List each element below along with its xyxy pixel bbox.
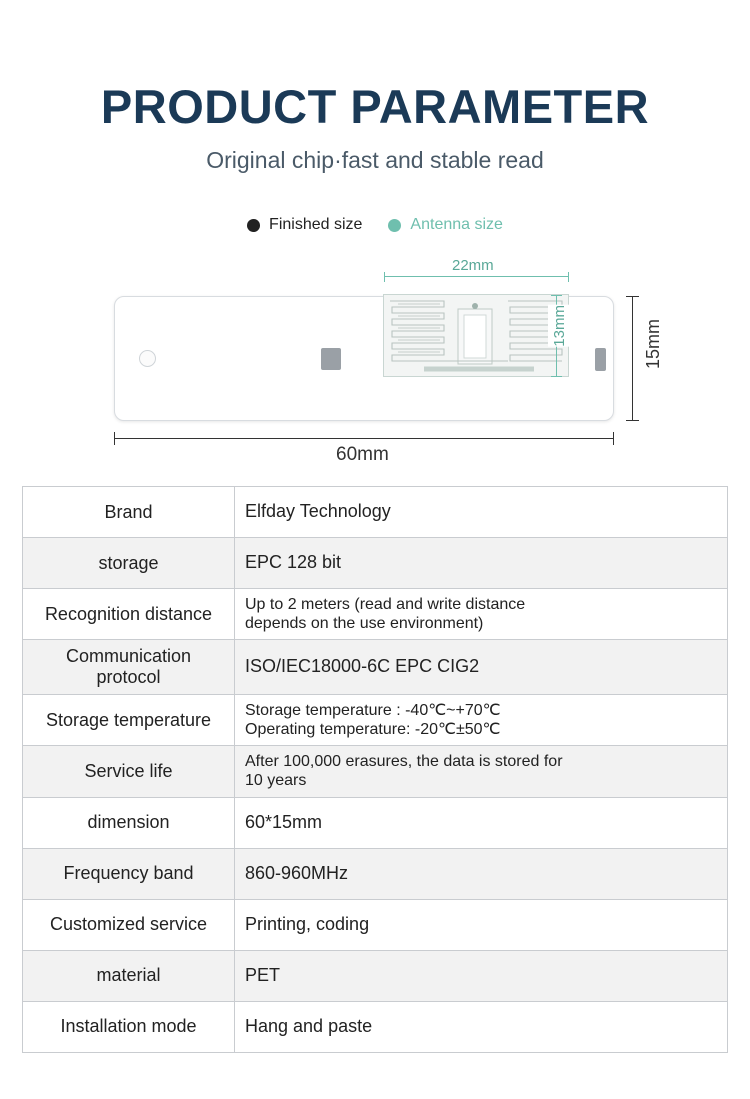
chip-marker-right-icon bbox=[595, 348, 606, 371]
spec-value bbox=[235, 746, 728, 797]
spec-value: PET bbox=[235, 950, 728, 1001]
legend-label: Antenna size bbox=[410, 216, 503, 234]
table-row bbox=[23, 746, 728, 797]
legend-dot-icon bbox=[247, 219, 260, 232]
finished-width-tick-right bbox=[613, 432, 614, 445]
spec-value: 860-960MHz bbox=[235, 848, 728, 899]
finished-width-label: 60mm bbox=[333, 444, 392, 466]
legend bbox=[0, 216, 750, 234]
antenna-width-label: 22mm bbox=[449, 257, 497, 274]
legend-item-antenna-size bbox=[388, 216, 503, 234]
antenna-height-tick-top bbox=[551, 295, 562, 296]
table-row bbox=[23, 797, 728, 848]
spec-value: Printing, coding bbox=[235, 899, 728, 950]
table-row bbox=[23, 1001, 728, 1052]
spec-value-line1: Up to 2 meters (read and write distance bbox=[245, 596, 526, 613]
table-row bbox=[23, 538, 728, 589]
spec-key: Recognition distance bbox=[23, 589, 235, 640]
spec-key: storage bbox=[23, 538, 235, 589]
table-row bbox=[23, 694, 728, 745]
spec-value bbox=[235, 694, 728, 745]
finished-width-tick-left bbox=[114, 432, 115, 445]
spec-key: Storage temperature bbox=[23, 694, 235, 745]
spec-value: 60*15mm bbox=[235, 797, 728, 848]
specification-table bbox=[22, 486, 728, 1053]
page-title: PRODUCT PARAMETER bbox=[100, 80, 650, 133]
spec-key: Brand bbox=[23, 487, 235, 538]
spec-value: Elfday Technology bbox=[235, 487, 728, 538]
spec-value-line1: Storage temperature : -40℃~+70℃ bbox=[245, 701, 501, 719]
page-subtitle: Original chip·fast and stable read bbox=[206, 147, 544, 174]
spec-value: EPC 128 bit bbox=[235, 538, 728, 589]
table-row bbox=[23, 950, 728, 1001]
antenna-height-tick-bottom bbox=[551, 376, 562, 377]
spec-value-line1: After 100,000 erasures, the data is stored for bbox=[245, 753, 563, 771]
spec-key: dimension bbox=[23, 797, 235, 848]
finished-width-line bbox=[114, 438, 614, 439]
spec-value-line2: depends on the use environment) bbox=[245, 615, 484, 633]
spec-key: Service life bbox=[23, 746, 235, 797]
spec-key: Frequency band bbox=[23, 848, 235, 899]
antenna-height-label: 13mm bbox=[548, 305, 571, 347]
chip-marker-icon bbox=[321, 348, 341, 370]
finished-height-line bbox=[632, 296, 633, 421]
spec-value bbox=[235, 589, 728, 640]
table-row bbox=[23, 487, 728, 538]
legend-dot-icon bbox=[388, 219, 401, 232]
spec-key: Installation mode bbox=[23, 1001, 235, 1052]
spec-value-line2: Operating temperature: -20℃±50℃ bbox=[245, 720, 501, 738]
spec-key: Customized service bbox=[23, 899, 235, 950]
table-row bbox=[23, 640, 728, 694]
spec-key: Communication protocol bbox=[23, 640, 235, 694]
finished-height-label: 15mm bbox=[640, 319, 667, 369]
antenna-pattern-icon bbox=[384, 295, 570, 378]
product-diagram bbox=[0, 248, 750, 466]
antenna-width-tick-right bbox=[568, 272, 569, 282]
spec-value: Hang and paste bbox=[235, 1001, 728, 1052]
table-row bbox=[23, 899, 728, 950]
spec-key: material bbox=[23, 950, 235, 1001]
antenna-width-line bbox=[384, 276, 569, 277]
spec-value-line2: 10 years bbox=[245, 772, 307, 790]
antenna-width-tick-left bbox=[384, 272, 385, 282]
table-row bbox=[23, 589, 728, 640]
antenna-inlay bbox=[383, 294, 569, 377]
legend-label: Finished size bbox=[269, 216, 363, 234]
finished-height-tick-bottom bbox=[626, 420, 639, 421]
finished-height-tick-top bbox=[626, 296, 639, 297]
table-row bbox=[23, 848, 728, 899]
legend-item-finished-size bbox=[247, 216, 362, 234]
hang-hole-icon bbox=[139, 350, 156, 367]
spec-value: ISO/IEC18000-6C EPC CIG2 bbox=[235, 640, 728, 694]
